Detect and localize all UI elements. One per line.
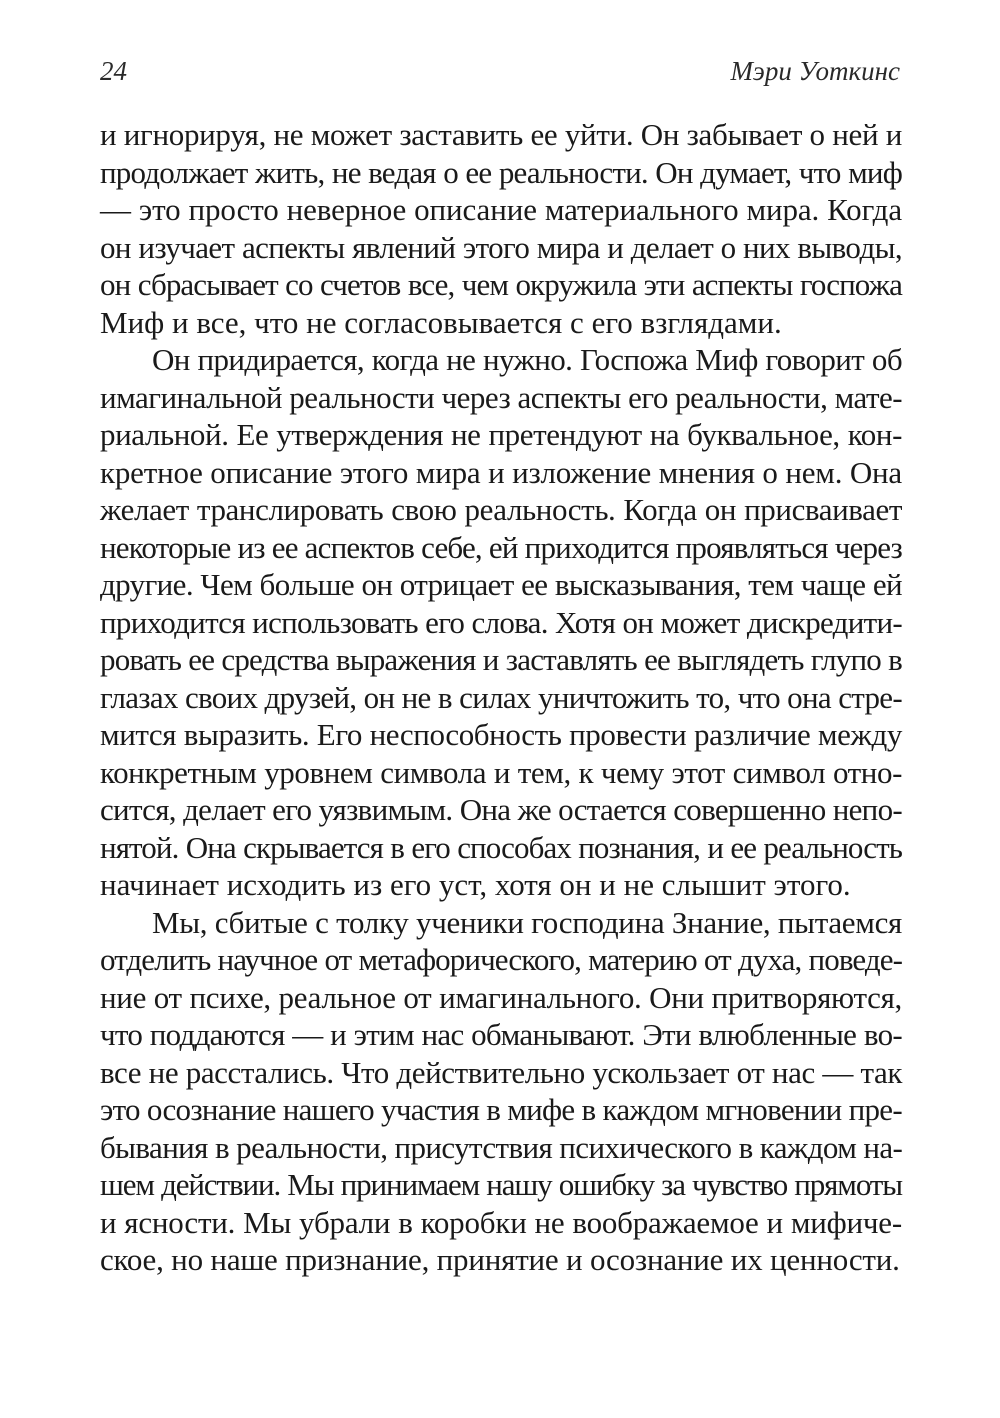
paragraph-1 (100, 116, 902, 341)
text-line: начинает исходить из его уст, хотя он и не слышит этого. (100, 867, 851, 902)
paragraph-2 (100, 341, 902, 904)
text-line: все не расстались. Что действительно ускользает от нас — так (100, 1054, 902, 1090)
text-line: нятой. Она скрывается в его способах познания, и ее реальность (100, 829, 902, 865)
text-line: это осознание нашего участия в мифе в каждом мгновении пре- (100, 1092, 902, 1127)
text-line: сится, делает его уязвимым. Она же остается совершенно непо- (100, 792, 902, 827)
text-line: риальной. Ее утверждения не претендуют на буквальное, кон- (100, 417, 902, 452)
paragraph-3 (100, 904, 902, 1279)
text-line: кретное описание этого мира и изложение мнения о нем. Она (100, 454, 902, 490)
text-line: и игнорируя, не может заставить ее уйти. Он забывает о ней и (100, 117, 902, 152)
text-line: что поддаются — и этим нас обманывают. Эти влюбленные во- (100, 1017, 902, 1052)
text-line: продолжает жить, не ведая о ее реальности. Он думает, что миф (100, 154, 902, 190)
text-line-indented: Мы, сбитые с толку ученики господина Знание, пытаемся (152, 904, 902, 940)
text-line: другие. Чем больше он отрицает ее высказывания, тем чаще ей (100, 567, 902, 602)
text-line-indented: Он придирается, когда не нужно. Госпожа Миф говорит об (152, 342, 902, 377)
text-line: — это просто неверное описание материального мира. Когда (100, 192, 902, 227)
text-line: ское, но наше признание, принятие и осознание их ценности. (100, 1242, 900, 1277)
text-line: желает транслировать свою реальность. Когда он присваивает (100, 492, 902, 527)
text-line: он изучает аспекты явлений этого мира и делает о них выводы, (100, 229, 902, 265)
body-text (100, 116, 902, 1279)
text-line: ровать ее средства выражения и заставлять ее выглядеть глупо в (100, 642, 902, 677)
text-line: бывания в реальности, присутствия психического в каждом на- (100, 1129, 903, 1165)
page-number: 24 (100, 56, 127, 86)
text-line: он сбрасывает со счетов все, чем окружила эти аспекты госпожа (100, 267, 902, 302)
text-line: конкретным уровнем символа и тем, к чему этот символ отно- (100, 754, 902, 790)
running-author: Мэри Уоткинс (730, 56, 900, 86)
text-line: некоторые из ее аспектов себе, ей приходится проявляться через (100, 529, 902, 565)
text-line: ние от психе, реальное от имагинального. Они притворяются, (100, 979, 902, 1015)
text-line: приходится использовать его слова. Хотя он может дискредити- (100, 604, 902, 640)
text-line: глазах своих друзей, он не в силах уничтожить то, что она стре- (100, 679, 902, 715)
text-line: и ясности. Мы убрали в коробки не воображаемое и мифиче- (100, 1204, 902, 1240)
text-line: мится выразить. Его неспособность провести различие между (100, 717, 902, 752)
running-header (100, 56, 900, 92)
text-line: отделить научное от метафорического, материю от духа, поведе- (100, 942, 902, 977)
text-line: шем действии. Мы принимаем нашу ошибку за чувство прямоты (100, 1167, 902, 1202)
text-line: имагинальной реальности через аспекты его реальности, мате- (100, 379, 903, 415)
text-line: Миф и все, что не согласовывается с его взглядами. (100, 304, 782, 340)
